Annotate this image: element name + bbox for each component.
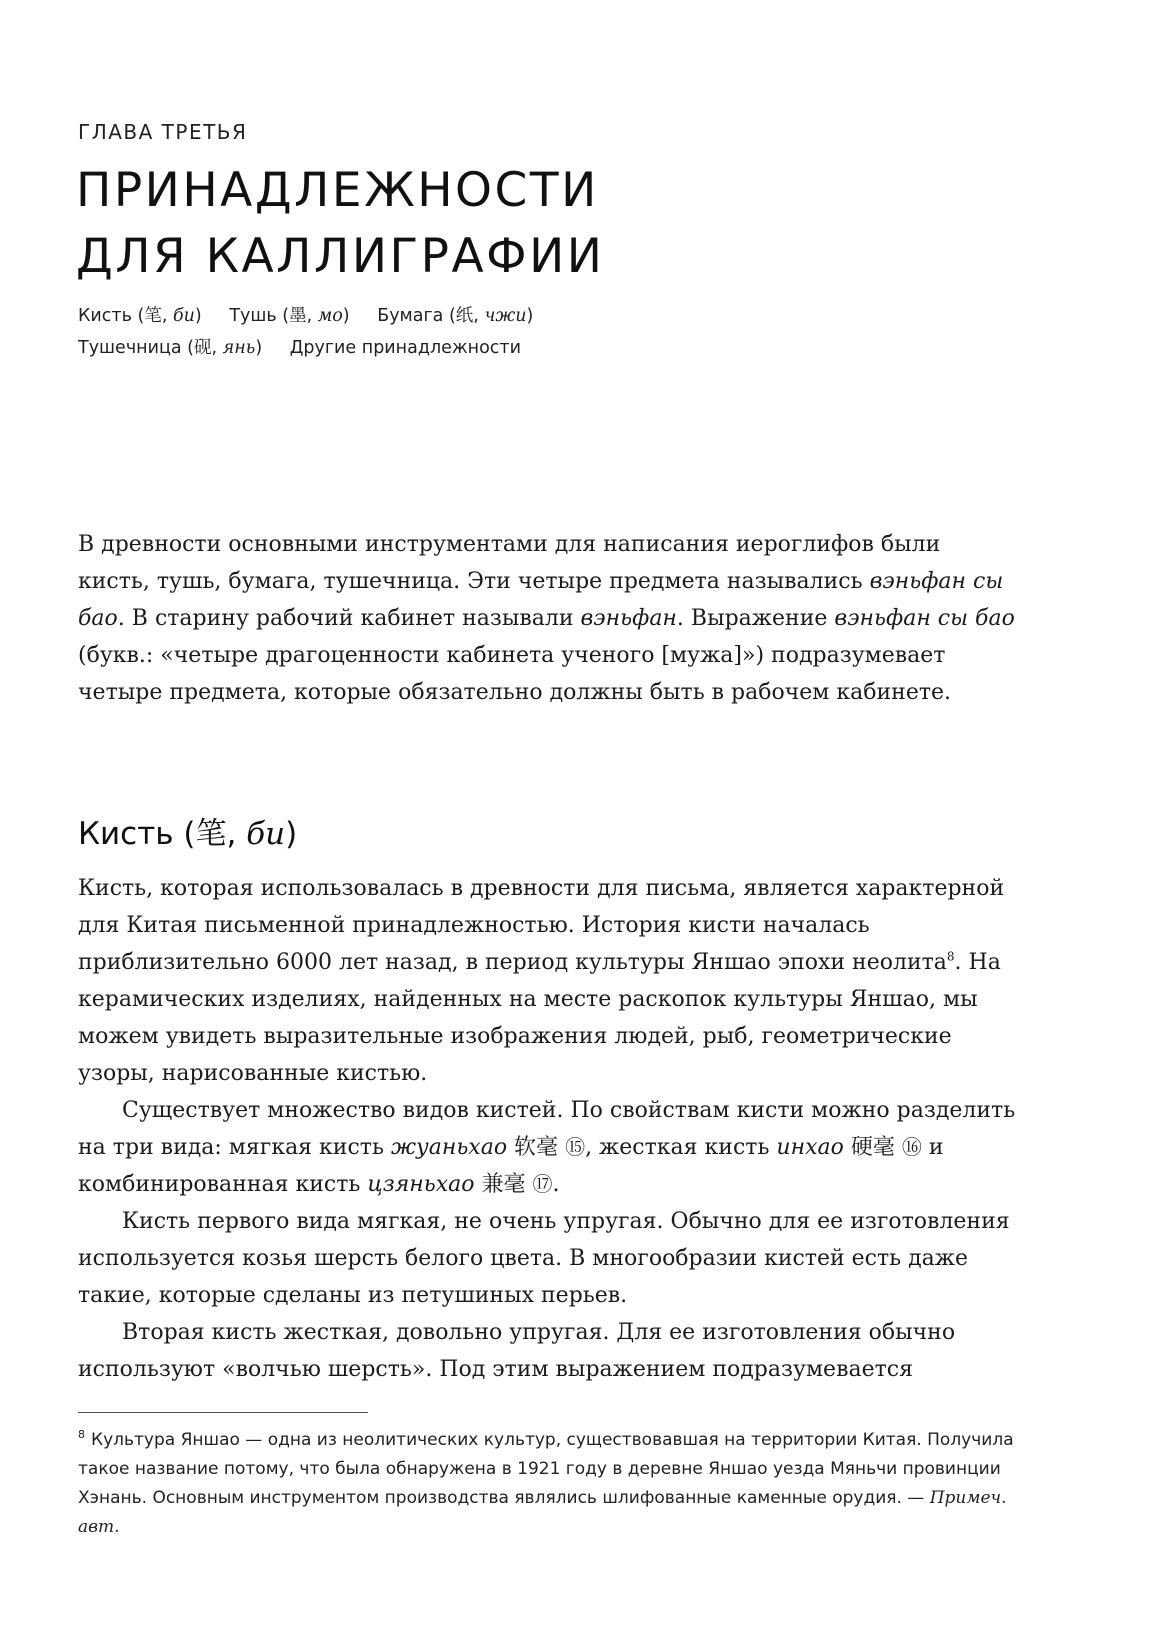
brush-paragraph-3: Кисть первого вида мягкая, не очень упругая. Обычно для ее изготовления используется козья шерсть белого цвета. В многообразии кистей есть даже такие, которые сделаны из петушиных перьев. <box>78 1209 1010 1308</box>
footnote-mark: 8 <box>78 1428 85 1442</box>
footnote-ref[interactable]: 8 <box>946 949 955 964</box>
figure-ref-15: ⑮ <box>565 1135 586 1159</box>
figure-ref-16: ⑯ <box>901 1135 922 1159</box>
brush-paragraph-2: Существует множество видов кистей. По свойствам кисти можно разделить на три вида: мягкая кисть жуаньхао 软毫 ⑮, жесткая кисть инхао 硬毫 ⑯ и комбинированная кисть цзяньхао 兼毫 ⑰. <box>78 1098 1016 1197</box>
contents-item-brush: Кисть (笔, би) <box>78 306 202 326</box>
chapter-title-line-1: ПРИНАДЛЕЖНОСТИ <box>76 163 599 218</box>
contents-row-1 <box>78 300 555 332</box>
section-heading-brush: Кисть (笔, би) <box>78 816 298 852</box>
contents-item-ink: Тушь (墨, мо) <box>229 306 350 326</box>
figure-ref-17: ⑰ <box>532 1172 553 1196</box>
contents-row-2 <box>78 332 555 364</box>
contents-item-other: Другие принадлежности <box>289 338 521 358</box>
contents-item-paper: Бумага (纸, чжи) <box>377 306 534 326</box>
intro-paragraph: В древности основными инструментами для написания иероглифов были кисть, тушь, бумага, тушечница. Эти четыре предмета назывались вэньфан сы бао. В старину рабочий кабинет называли вэньфан. Выражение вэньфан сы бао (букв.: «четыре драгоценности кабинета ученого [мужа]») подразумевает четыре предмета, которые обязательно должны быть в рабочем кабинете. <box>78 532 1015 705</box>
contents-item-inkstone: Тушечница (砚, янь) <box>78 338 263 358</box>
chapter-contents <box>78 300 555 364</box>
footnote-divider <box>78 1412 368 1413</box>
brush-section-body <box>78 870 1018 1388</box>
chapter-title-line-2: ДЛЯ КАЛЛИГРАФИИ <box>76 229 605 284</box>
footnote: $^8$ Культура Яншао — одна из неолитических культур, существовавшая на территории Китая. Получила такое название потому, что была обнаружена в 1921 году в деревне Яншао уезда Мяньчи провинции Хэнань. Основным инструментом производства являлись шлифованные каменные орудия. — Примеч. авт. <box>78 1428 1014 1537</box>
chapter-label: ГЛАВА ТРЕТЬЯ <box>78 120 248 144</box>
brush-paragraph-1: Кисть, которая использовалась в древности для письма, является характерной для Китая письменной принадлежностью. История кисти началась приблизительно 6000 лет назад, в период культуры Яншао эпохи неолита$^8$. На керамических изделиях, найденных на месте раскопок культуры Яншао, мы можем увидеть выразительные изображения людей, рыб, геометрические узоры, нарисованные кистью. <box>78 876 1005 1086</box>
brush-paragraph-4: Вторая кисть жесткая, довольно упругая. Для ее изготовления обычно используют «волчью шерсть». Под этим выражением подразумевается <box>78 1320 956 1382</box>
chapter-title <box>76 158 604 290</box>
